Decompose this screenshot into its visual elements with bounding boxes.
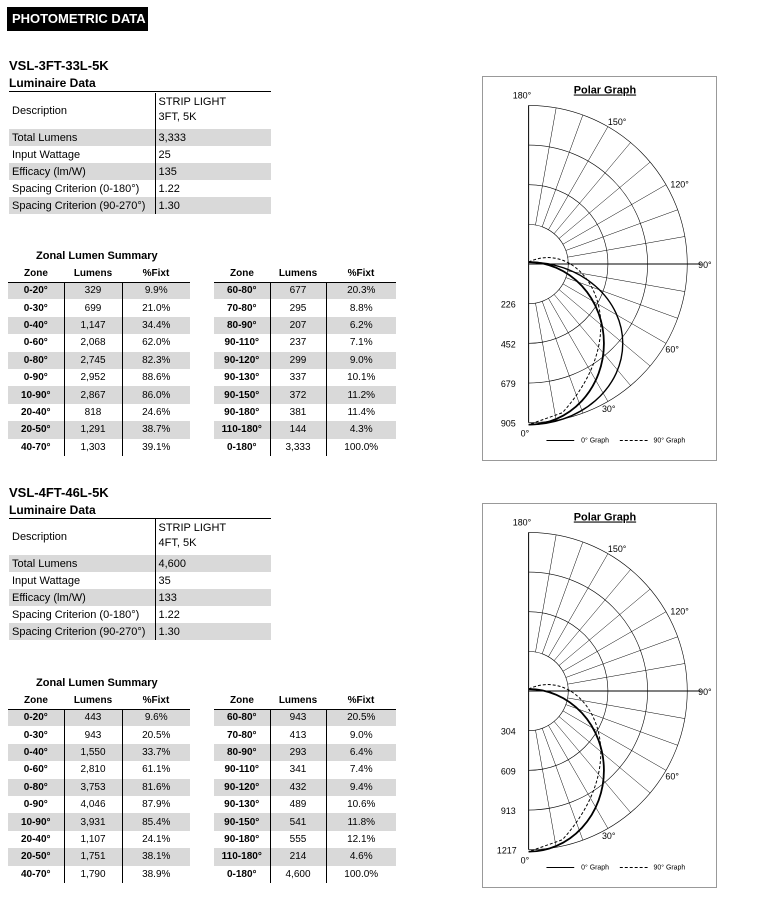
zone-cell: 10-90° xyxy=(8,813,64,830)
luminaire-value: 1.30 xyxy=(155,197,271,214)
legend-0-graph: 0° Graph xyxy=(581,864,610,872)
fixt-cell: 86.0% xyxy=(122,386,190,403)
table-row xyxy=(214,439,396,456)
zone-cell: 20-50° xyxy=(8,848,64,865)
lumens-cell: 541 xyxy=(270,813,326,830)
lumens-cell: 2,745 xyxy=(64,352,122,369)
zone-cell: 90-110° xyxy=(214,761,270,778)
lumens-cell: 489 xyxy=(270,796,326,813)
table-row xyxy=(8,421,190,438)
fixt-cell: 7.4% xyxy=(349,764,373,776)
lumens-cell: 555 xyxy=(270,831,326,848)
fixt-cell: 9.0% xyxy=(326,352,396,369)
luminaire-key: Efficacy (lm/W) xyxy=(9,163,155,180)
fixt-cell: 24.6% xyxy=(142,406,171,418)
lumens-cell: 1,550 xyxy=(64,744,122,761)
table-row xyxy=(214,421,396,438)
table-row xyxy=(9,197,271,214)
lumens-cell: 2,810 xyxy=(64,761,122,778)
table-row xyxy=(214,831,396,848)
table-row xyxy=(9,623,271,640)
fixt-cell: 9.0% xyxy=(349,729,373,741)
fixt-cell: 38.7% xyxy=(122,421,190,438)
zone-cell: 0-90° xyxy=(8,796,64,813)
fixt-cell: 11.8% xyxy=(326,813,396,830)
table-row xyxy=(8,726,190,743)
zone-header: Zone xyxy=(8,265,64,282)
angle-label-30: 30° xyxy=(601,403,616,414)
lumens-cell: 1,291 xyxy=(64,421,122,438)
fixt-cell: 20.3% xyxy=(326,282,396,299)
table-row xyxy=(8,813,190,830)
zone-cell: 20-40° xyxy=(8,831,64,848)
luminaire-key: Spacing Criterion (90-270°) xyxy=(9,197,155,214)
polar-spoke xyxy=(568,663,685,684)
luminaire-value: 133 xyxy=(155,589,271,606)
table-row xyxy=(214,334,396,351)
fixt-cell: 8.8% xyxy=(349,302,373,314)
lumens-cell: 4,600 xyxy=(270,866,326,883)
lumens-cell: 1,107 xyxy=(64,831,122,848)
table-row xyxy=(9,129,271,146)
luminaire-key: Spacing Criterion (0-180°) xyxy=(9,180,155,197)
polar-spoke xyxy=(563,612,666,671)
lumens-header: Lumens xyxy=(270,265,326,282)
polar-spoke xyxy=(535,303,556,420)
polar-spoke xyxy=(566,210,678,251)
table-row xyxy=(9,555,271,572)
angle-label-150: 150° xyxy=(607,544,627,555)
angle-label-150: 150° xyxy=(607,117,627,128)
table-row xyxy=(8,317,190,334)
luminaire-value: 3,333 xyxy=(155,129,271,146)
table-row xyxy=(214,317,396,334)
polar-spoke xyxy=(542,301,583,413)
luminaire-data-heading: Luminaire Data xyxy=(9,76,271,92)
luminaire-data-table xyxy=(9,93,271,214)
zone-cell: 80-90° xyxy=(214,317,270,334)
lumens-cell: 144 xyxy=(270,421,326,438)
luminaire-key: Description xyxy=(9,519,155,555)
zonal-summary-title: Zonal Lumen Summary xyxy=(36,250,158,262)
polar-graph-title: Polar Graph xyxy=(573,511,637,524)
radial-label: 226 xyxy=(500,299,516,310)
fixt-cell: 9.9% xyxy=(122,282,190,299)
angle-label-0: 0° xyxy=(520,855,530,866)
fixt-cell: 82.3% xyxy=(122,352,190,369)
zone-cell: 10-90° xyxy=(8,386,64,403)
polar-spoke xyxy=(542,542,583,654)
fixt-cell: 24.1% xyxy=(142,833,171,845)
table-row xyxy=(214,866,396,883)
luminaire-value: 35 xyxy=(158,574,171,587)
fixt-cell: 20.5% xyxy=(142,729,171,741)
lumens-cell: 699 xyxy=(64,299,122,316)
lumens-cell: 2,952 xyxy=(64,369,122,386)
fixt-cell: 81.6% xyxy=(122,779,190,796)
zone-header: Zone xyxy=(8,692,64,709)
lumens-cell: 1,147 xyxy=(64,317,122,334)
table-row xyxy=(9,572,271,589)
lumens-cell: 677 xyxy=(270,282,326,299)
lumens-cell: 3,931 xyxy=(64,813,122,830)
luminaire-key: Input Wattage xyxy=(9,146,155,163)
zone-cell: 0-180° xyxy=(214,866,270,883)
lumens-cell: 295 xyxy=(270,299,326,316)
table-row xyxy=(8,796,190,813)
zonal-table-left xyxy=(8,692,190,883)
luminaire-key: Total Lumens xyxy=(9,555,155,572)
zone-cell: 0-80° xyxy=(8,352,64,369)
lumens-cell: 237 xyxy=(270,334,326,351)
table-row xyxy=(214,386,396,403)
fixt-cell: 4.6% xyxy=(326,848,396,865)
luminaire-value: 1.22 xyxy=(158,608,180,621)
luminaire-value: 4,600 xyxy=(155,555,271,572)
zone-cell: 90-120° xyxy=(214,779,270,796)
lumens-cell: 4,046 xyxy=(64,796,122,813)
table-row xyxy=(214,848,396,865)
polar-spoke xyxy=(563,711,666,770)
radial-label: 913 xyxy=(500,805,516,816)
polar-spoke xyxy=(535,730,556,847)
luminaire-value: 135 xyxy=(155,163,271,180)
angle-label-90: 90° xyxy=(698,260,712,271)
zone-cell: 90-130° xyxy=(214,796,270,813)
table-row xyxy=(8,386,190,403)
lumens-cell: 341 xyxy=(270,761,326,778)
fixt-cell: 100.0% xyxy=(344,868,379,880)
table-row xyxy=(9,519,271,555)
curve-90-deg xyxy=(529,685,601,852)
lumens-cell: 1,303 xyxy=(64,439,122,456)
lumens-cell: 413 xyxy=(270,726,326,743)
polar-grid xyxy=(529,532,702,849)
angle-label-0: 0° xyxy=(520,428,530,439)
fixt-cell: 11.2% xyxy=(326,386,396,403)
radial-label: 1217 xyxy=(496,845,517,856)
zone-cell: 0-180° xyxy=(214,439,270,456)
table-row xyxy=(214,796,396,813)
table-row xyxy=(8,866,190,883)
luminaire-value: STRIP LIGHT 3FT, 5K xyxy=(155,93,271,129)
lumens-cell: 329 xyxy=(64,282,122,299)
lumens-header: Lumens xyxy=(64,692,122,709)
page-title: PHOTOMETRIC DATA xyxy=(7,7,148,31)
zone-cell: 90-150° xyxy=(214,813,270,830)
lumens-cell: 2,867 xyxy=(64,386,122,403)
luminaire-value: 1.30 xyxy=(155,623,271,640)
lumens-cell: 818 xyxy=(64,404,122,421)
luminaire-value: 25 xyxy=(158,148,171,161)
table-row xyxy=(9,146,271,163)
fixt-cell: 38.1% xyxy=(122,848,190,865)
polar-spoke xyxy=(566,637,678,678)
curve-0-deg xyxy=(529,689,604,852)
zonal-summary-title: Zonal Lumen Summary xyxy=(36,677,158,689)
luminaire-key: Spacing Criterion (0-180°) xyxy=(9,606,155,623)
table-row xyxy=(8,744,190,761)
table-row xyxy=(214,282,396,299)
angle-label-120: 120° xyxy=(670,179,689,190)
luminaire-key: Efficacy (lm/W) xyxy=(9,589,155,606)
radial-label: 304 xyxy=(500,726,516,737)
polar-spoke xyxy=(542,115,583,227)
lumens-cell: 293 xyxy=(270,744,326,761)
table-row xyxy=(8,779,190,796)
zone-cell: 90-180° xyxy=(214,831,270,848)
fixt-cell: 100.0% xyxy=(344,441,379,453)
radial-label: 679 xyxy=(500,378,516,389)
zone-cell: 90-150° xyxy=(214,386,270,403)
zone-cell: 40-70° xyxy=(8,439,64,456)
lumens-cell: 381 xyxy=(270,404,326,421)
table-row xyxy=(9,606,271,623)
polar-spoke xyxy=(566,278,678,319)
polar-spoke xyxy=(548,554,607,657)
zone-cell: 60-80° xyxy=(214,709,270,726)
fixt-cell: 9.4% xyxy=(326,779,396,796)
luminaire-key: Spacing Criterion (90-270°) xyxy=(9,623,155,640)
product-model-title: VSL-4FT-46L-5K xyxy=(9,485,109,500)
zone-cell: 70-80° xyxy=(214,299,270,316)
lumens-cell: 2,068 xyxy=(64,334,122,351)
fixt-cell: 85.4% xyxy=(122,813,190,830)
angle-label-90: 90° xyxy=(698,687,712,698)
luminaire-key: Input Wattage xyxy=(9,572,155,589)
fixt-cell: 12.1% xyxy=(347,833,376,845)
zone-cell: 0-40° xyxy=(8,744,64,761)
curve-90-deg-solid xyxy=(529,262,604,425)
angle-label-120: 120° xyxy=(670,606,689,617)
polar-graph xyxy=(482,503,717,888)
zone-cell: 90-180° xyxy=(214,404,270,421)
zone-cell: 90-130° xyxy=(214,369,270,386)
lumens-header: Lumens xyxy=(270,692,326,709)
table-row xyxy=(214,369,396,386)
fixt-cell: 88.6% xyxy=(142,372,171,384)
polar-spoke xyxy=(535,108,556,225)
zone-header: Zone xyxy=(214,692,270,709)
lumens-cell: 299 xyxy=(270,352,326,369)
legend-0-graph: 0° Graph xyxy=(581,437,610,445)
table-row xyxy=(8,761,190,778)
polar-spoke xyxy=(542,728,583,840)
table-row xyxy=(214,779,396,796)
angle-label-30: 30° xyxy=(601,830,616,841)
zone-cell: 0-80° xyxy=(8,779,64,796)
zone-cell: 20-40° xyxy=(8,404,64,421)
lumens-cell: 1,751 xyxy=(64,848,122,865)
lumens-cell: 943 xyxy=(64,726,122,743)
fixt-cell: 7.1% xyxy=(349,337,373,349)
table-row xyxy=(8,831,190,848)
table-row xyxy=(214,404,396,421)
lumens-cell: 432 xyxy=(270,779,326,796)
fixt-cell: 6.2% xyxy=(326,317,396,334)
table-row xyxy=(214,352,396,369)
lumens-cell: 372 xyxy=(270,386,326,403)
fixt-cell: 6.4% xyxy=(326,744,396,761)
zone-cell: 0-30° xyxy=(8,299,64,316)
zone-cell: 90-120° xyxy=(214,352,270,369)
table-row xyxy=(214,761,396,778)
table-row xyxy=(8,404,190,421)
polar-spoke xyxy=(535,535,556,652)
fixt-header: %Fixt xyxy=(326,265,396,282)
polar-spoke xyxy=(563,284,666,343)
polar-spoke xyxy=(563,185,666,244)
luminaire-value: 1.22 xyxy=(158,182,180,195)
fixt-header: %Fixt xyxy=(326,692,396,709)
fixt-cell: 4.3% xyxy=(326,421,396,438)
table-row xyxy=(9,180,271,197)
table-row xyxy=(214,726,396,743)
zone-cell: 0-60° xyxy=(8,761,64,778)
polar-graph xyxy=(482,76,717,461)
fixt-cell: 34.4% xyxy=(122,317,190,334)
radial-label: 609 xyxy=(500,766,516,777)
fixt-cell: 9.6% xyxy=(122,709,190,726)
fixt-cell: 87.9% xyxy=(142,799,171,811)
fixt-cell: 20.5% xyxy=(326,709,396,726)
fixt-header: %Fixt xyxy=(122,692,190,709)
fixt-cell: 61.1% xyxy=(142,764,171,776)
zone-cell: 0-20° xyxy=(8,282,64,299)
radial-label: 905 xyxy=(500,418,516,429)
lumens-cell: 443 xyxy=(64,709,122,726)
table-row xyxy=(8,439,190,456)
table-row xyxy=(214,744,396,761)
zonal-table-right xyxy=(214,692,396,883)
zone-cell: 90-110° xyxy=(214,334,270,351)
radial-label: 452 xyxy=(500,339,516,350)
polar-spoke xyxy=(566,705,678,746)
table-row xyxy=(9,589,271,606)
polar-spoke xyxy=(548,127,607,230)
table-row xyxy=(9,163,271,180)
table-row xyxy=(214,709,396,726)
table-row xyxy=(8,709,190,726)
lumens-cell: 943 xyxy=(270,709,326,726)
lumens-cell: 3,333 xyxy=(270,439,326,456)
lumens-cell: 1,790 xyxy=(64,866,122,883)
fixt-header: %Fixt xyxy=(122,265,190,282)
lumens-cell: 3,753 xyxy=(64,779,122,796)
legend-90-graph: 90° Graph xyxy=(653,864,686,872)
zone-cell: 0-90° xyxy=(8,369,64,386)
fixt-cell: 39.1% xyxy=(142,441,171,453)
lumens-cell: 207 xyxy=(270,317,326,334)
product-model-title: VSL-3FT-33L-5K xyxy=(9,58,109,73)
table-row xyxy=(8,299,190,316)
zone-header: Zone xyxy=(214,265,270,282)
table-row xyxy=(8,848,190,865)
table-row xyxy=(8,282,190,299)
curve-90-deg xyxy=(529,258,601,425)
zone-cell: 110-180° xyxy=(214,421,270,438)
zone-cell: 0-60° xyxy=(8,334,64,351)
zonal-table-left xyxy=(8,265,190,456)
polar-graph-title: Polar Graph xyxy=(573,84,637,97)
luminaire-value: STRIP LIGHT 4FT, 5K xyxy=(155,519,271,555)
angle-label-180: 180° xyxy=(512,517,532,528)
fixt-cell: 21.0% xyxy=(142,302,171,314)
zone-cell: 20-50° xyxy=(8,421,64,438)
fixt-cell: 10.1% xyxy=(347,372,376,384)
zone-cell: 0-40° xyxy=(8,317,64,334)
angle-label-60: 60° xyxy=(665,771,679,782)
angle-label-60: 60° xyxy=(665,344,679,355)
lumens-header: Lumens xyxy=(64,265,122,282)
table-row xyxy=(8,334,190,351)
table-row xyxy=(9,93,271,129)
fixt-cell: 38.9% xyxy=(142,868,171,880)
luminaire-key: Total Lumens xyxy=(9,129,155,146)
luminaire-key: Description xyxy=(9,93,155,129)
zone-cell: 60-80° xyxy=(214,282,270,299)
zonal-table-right xyxy=(214,265,396,456)
luminaire-data-heading: Luminaire Data xyxy=(9,503,271,519)
table-row xyxy=(8,369,190,386)
angle-label-180: 180° xyxy=(512,90,532,101)
luminaire-data-table xyxy=(9,519,271,640)
table-row xyxy=(214,813,396,830)
lumens-cell: 214 xyxy=(270,848,326,865)
zone-cell: 0-30° xyxy=(8,726,64,743)
fixt-cell: 62.0% xyxy=(142,337,171,349)
zone-cell: 70-80° xyxy=(214,726,270,743)
zone-cell: 40-70° xyxy=(8,866,64,883)
zone-cell: 80-90° xyxy=(214,744,270,761)
fixt-cell: 10.6% xyxy=(347,799,376,811)
table-row xyxy=(214,299,396,316)
lumens-cell: 337 xyxy=(270,369,326,386)
fixt-cell: 11.4% xyxy=(347,406,376,418)
legend-90-graph: 90° Graph xyxy=(653,437,686,445)
zone-cell: 0-20° xyxy=(8,709,64,726)
polar-spoke xyxy=(568,236,685,257)
fixt-cell: 33.7% xyxy=(122,744,190,761)
zone-cell: 110-180° xyxy=(214,848,270,865)
table-row xyxy=(8,352,190,369)
